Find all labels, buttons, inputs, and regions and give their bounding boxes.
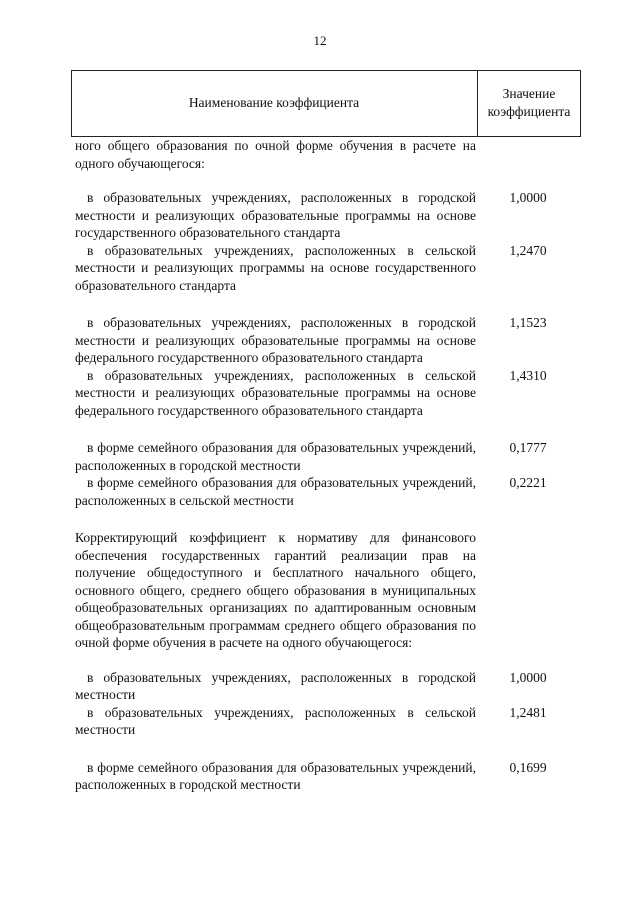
coefficient-description: в образовательных учреждениях, расположенных в городской местности и реализующих образовательные программы на основе федерального государственного образовательного стандарта bbox=[75, 315, 476, 365]
table-right-border bbox=[580, 70, 582, 136]
coefficient-value: 0,2221 bbox=[509, 475, 547, 490]
coefficient-description: в образовательных учреждениях, расположенных в городской местности и реализующих образовательные программы на основе государственного образовательного стандарта bbox=[75, 190, 476, 240]
coefficient-value: 0,1777 bbox=[509, 440, 547, 455]
table-body bbox=[75, 137, 580, 794]
coefficient-description: в форме семейного образования для образовательных учреждений, расположенных в городской местности bbox=[75, 440, 476, 473]
row-spacer bbox=[75, 419, 580, 439]
table-row bbox=[75, 529, 580, 652]
row-spacer bbox=[75, 509, 580, 529]
header-coefficient-name bbox=[71, 70, 477, 136]
table-row bbox=[75, 189, 580, 242]
table-row bbox=[75, 367, 580, 420]
page-number: 12 bbox=[313, 33, 327, 48]
table-row bbox=[75, 704, 580, 739]
coefficient-description: в образовательных учреждениях, расположенных в сельской местности bbox=[75, 704, 476, 737]
coefficient-description: ного общего образования по очной форме обучения в расчете на одного обучающегося: bbox=[75, 138, 476, 171]
coefficient-value: 1,0000 bbox=[509, 669, 547, 685]
coefficient-value: 1,1523 bbox=[509, 315, 547, 330]
header-coefficient-name-label: Наименование коэффициента bbox=[188, 95, 360, 110]
table-row bbox=[75, 474, 580, 509]
table-row bbox=[75, 137, 580, 172]
coefficient-description: Корректирующий коэффициент к нормативу для финансового обеспечения государственных гарантий реализации прав на получение общедоступного и бесплатного начального общего, основного общего, среднего общего образования в муниципальных общеобразовательных организациях по адаптированным основным общеобразовательным программам среднего общего образования по очной форме обучения в расчете на одного обучающегося: bbox=[75, 530, 476, 650]
coefficient-description: в форме семейного образования для образовательных учреждений, расположенных в сельской местности bbox=[75, 475, 476, 508]
row-spacer bbox=[75, 294, 580, 314]
coefficient-value: 1,2481 bbox=[509, 704, 547, 720]
table-row bbox=[75, 314, 580, 367]
coefficient-value: 1,2470 bbox=[509, 242, 547, 258]
coefficient-value: 1,0000 bbox=[509, 190, 547, 205]
row-spacer bbox=[75, 739, 580, 759]
row-spacer bbox=[75, 172, 580, 189]
table-row bbox=[75, 439, 580, 474]
table-row bbox=[75, 669, 580, 704]
table-row bbox=[75, 759, 580, 794]
coefficient-description: в образовательных учреждениях, расположенных в сельской местности и реализующих образовательные программы на основе федерального государственного образовательного стандарта bbox=[75, 367, 476, 418]
coefficient-description: в образовательных учреждениях, расположенных в городской местности bbox=[75, 669, 476, 702]
header-coefficient-value bbox=[478, 70, 580, 136]
header-value-line-1: Значение bbox=[502, 86, 556, 101]
coefficient-value: 1,4310 bbox=[509, 367, 547, 383]
table-row bbox=[75, 242, 580, 295]
header-value-line-2: коэффициента bbox=[487, 104, 571, 119]
coefficient-value: 0,1699 bbox=[509, 759, 547, 775]
coefficient-description: в форме семейного образования для образовательных учреждений, расположенных в городской местности bbox=[75, 759, 476, 792]
coefficient-description: в образовательных учреждениях, расположенных в сельской местности и реализующих программы на основе государственного образовательного стандарта bbox=[75, 242, 476, 293]
row-spacer bbox=[75, 652, 580, 669]
